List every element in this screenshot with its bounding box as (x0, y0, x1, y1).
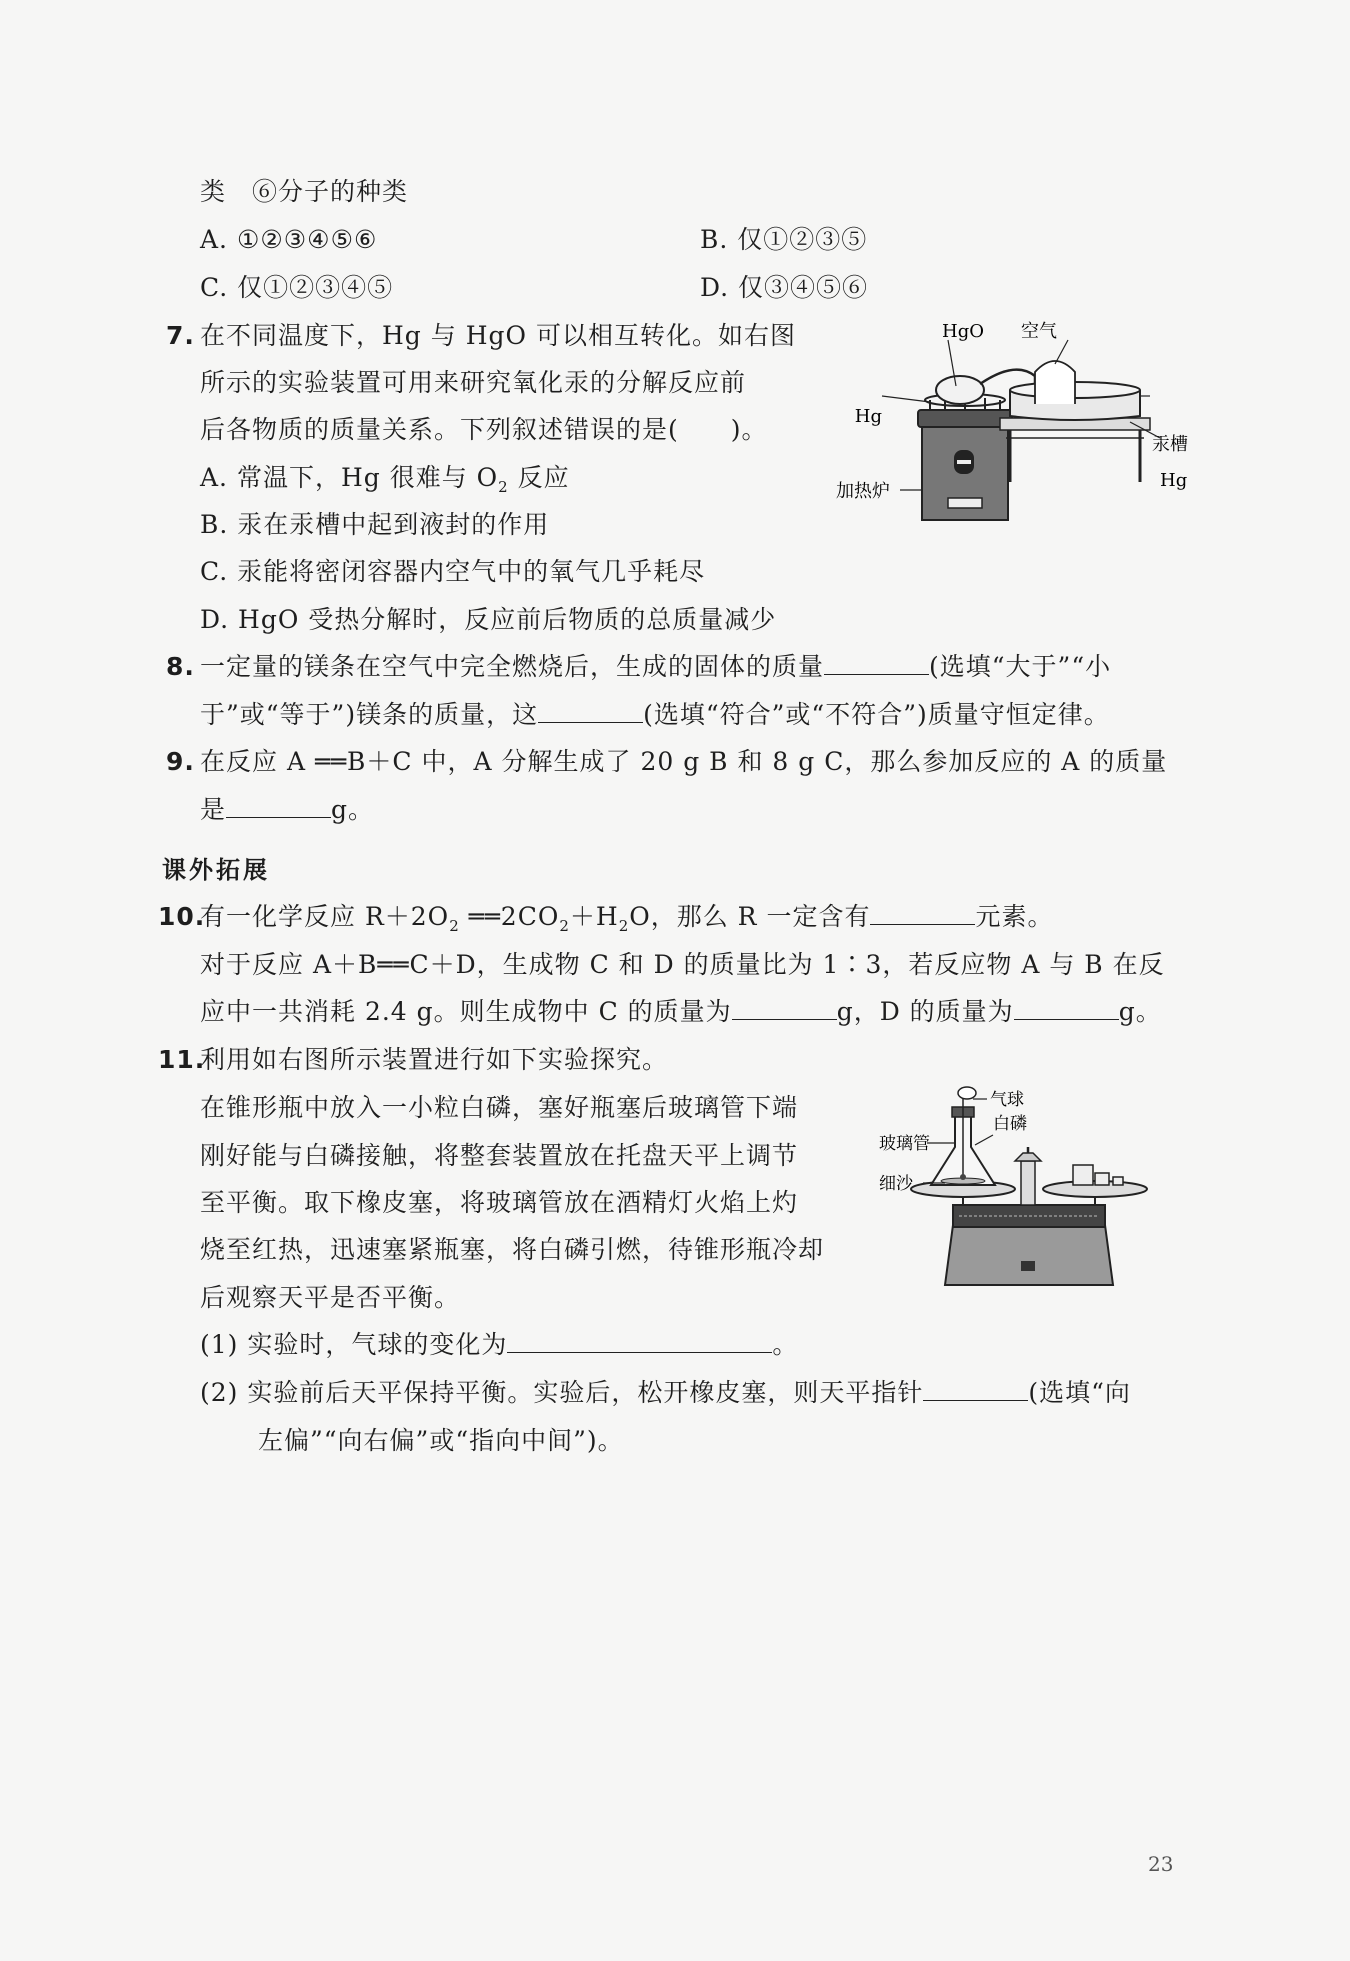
label-air: 空气 (1021, 321, 1057, 342)
right-pan-weights (1043, 1165, 1147, 1205)
label-hgo: HgO (942, 321, 984, 342)
q8-line1: 一定量的镁条在空气中完全燃烧后，生成的固体的质量 (选填“大于”“小 (200, 652, 1112, 681)
q10-blank-c[interactable] (732, 997, 837, 1020)
q7-stem-line1: 在不同温度下，Hg 与 HgO 可以相互转化。如右图 (200, 321, 796, 350)
q6-option-c: C. 仅①②③④⑤ (200, 273, 394, 302)
q10-blank-d[interactable] (1014, 997, 1119, 1020)
q9-blank[interactable] (226, 795, 331, 818)
q11-para-line2: 刚好能与白磷接触，将整套装置放在托盘天平上调节 (200, 1141, 799, 1170)
q11-blank-pointer[interactable] (923, 1378, 1028, 1401)
label-balloon: 气球 (990, 1090, 1024, 1110)
q9-line1: 在反应 A ══B＋C 中，A 分解生成了 20 g B 和 8 g C，那么参加反应的 A 的质量 (200, 747, 1168, 776)
q8-number: 8. (166, 652, 195, 681)
q7-number: 7. (166, 321, 195, 350)
q6-continuation: 类 ⑥分子的种类 (200, 177, 409, 206)
q10-number: 10. (158, 902, 206, 931)
q8-blank-1[interactable] (824, 652, 929, 675)
q11-intro: 利用如右图所示装置进行如下实验探究。 (200, 1045, 669, 1074)
q7-stem-line3: 后各物质的质量关系。下列叙述错误的是( )。 (200, 415, 768, 444)
q11-blank-balloon[interactable] (507, 1330, 772, 1353)
q7-option-d: D. HgO 受热分解时，反应前后物质的总质量减少 (200, 605, 777, 634)
q11-para-line1: 在锥形瓶中放入一小粒白磷，塞好瓶塞后玻璃管下端 (200, 1093, 799, 1122)
page-number: 23 (1148, 1852, 1174, 1876)
q11-sub2-line1: (2) 实验前后天平保持平衡。实验后，松开橡皮塞，则天平指针 (选填“向 (200, 1378, 1131, 1407)
q6-option-d: D. 仅③④⑤⑥ (700, 273, 869, 302)
label-furnace: 加热炉 (836, 481, 890, 502)
label-hg-right: Hg (1160, 470, 1188, 491)
q9-number: 9. (166, 747, 195, 776)
q11-para-line4: 烧至红热，迅速塞紧瓶塞，将白磷引燃，待锥形瓶冷却 (200, 1235, 825, 1264)
label-sand: 细沙 (879, 1174, 913, 1194)
heating-furnace (918, 394, 1012, 520)
q11-sub2-line2: 左偏”“向右偏”或“指向中间”)。 (258, 1426, 624, 1455)
q11-para-line3: 至平衡。取下橡皮塞，将玻璃管放在酒精灯火焰上灼 (200, 1188, 799, 1217)
q8-line2: 于”或“等于”)镁条的质量，这 (选填“符合”或“不符合”)质量守恒定律。 (200, 700, 1110, 729)
q9-line2: 是 g。 (200, 795, 375, 824)
q7-option-b: B. 汞在汞槽中起到液封的作用 (200, 510, 550, 539)
q6-option-a: A. ①②③④⑤⑥ (200, 225, 378, 254)
q7-stem-line2: 所示的实验装置可用来研究氧化汞的分解反应前 (200, 368, 747, 397)
mercury-trough (1000, 340, 1150, 482)
q11-balance-figure (875, 1085, 1185, 1300)
q11-sub1: (1) 实验时，气球的变化为 。 (200, 1330, 799, 1359)
q10-line2: 对于反应 A＋B══C＋D，生成物 C 和 D 的质量比为 1∶3，若反应物 A 与 B 在反 (200, 950, 1165, 979)
q8-blank-2[interactable] (538, 700, 643, 723)
label-phosphorus: 白磷 (993, 1114, 1027, 1134)
q10-line3: 应中一共消耗 2.4 g。则生成物中 C 的质量为 g，D 的质量为 g。 (200, 997, 1162, 1026)
q7-option-c: C. 汞能将密闭容器内空气中的氧气几乎耗尽 (200, 557, 706, 586)
q10-line1: 有一化学反应 $R+2O_2$ $══2CO_2+H_2O$，那么 R 一定含有 元素。 (200, 902, 1054, 935)
section-title-extension: 课外拓展 (162, 856, 270, 884)
label-glass-tube: 玻璃管 (879, 1134, 930, 1154)
q11-number: 11. (158, 1045, 206, 1074)
label-trough: 汞槽 (1152, 434, 1188, 455)
q6-option-b: B. 仅①②③⑤ (700, 225, 868, 254)
q10-blank-element[interactable] (870, 902, 975, 925)
label-hg-left: Hg (854, 406, 882, 427)
q7-option-a: A. 常温下，Hg 很难与 $O_2$ 反应 (200, 463, 570, 496)
q11-para-line5: 后观察天平是否平衡。 (200, 1283, 461, 1312)
q7-apparatus-figure (830, 310, 1190, 530)
